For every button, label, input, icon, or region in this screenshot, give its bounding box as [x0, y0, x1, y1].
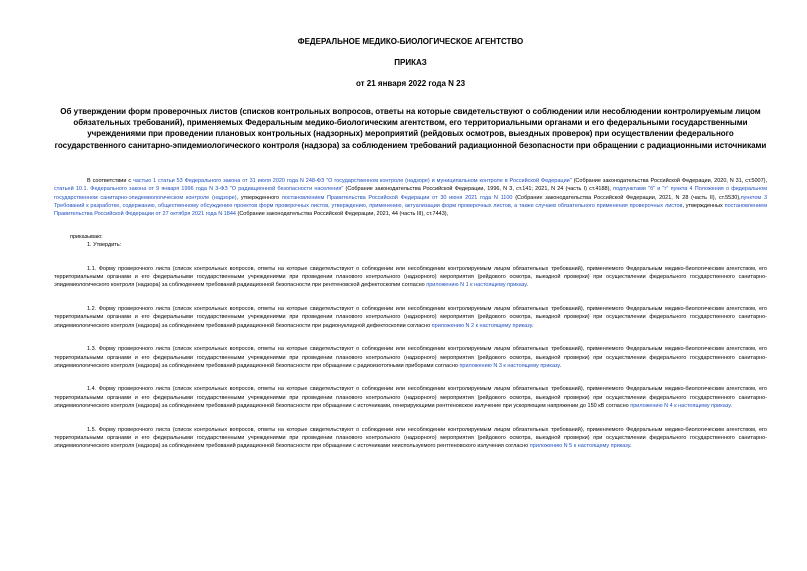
clause-text: 1.5. Форму проверочного листа (список контрольных вопросов, ответы на которые свидетельствуют о соблюдении или несоблюдении контролируемым лицом обязательных требований), применяемого Федеральным медико-биологическим агентством, его территориальными органами и его федеральными государственными учреждениями при проведении планового контрольного (надзорного) мероприятия (рейдового осмотра, выездной проверки) при осуществлении федерального государственного санитарно-эпидемиологического контроля (надзора) за соблюдением требований радиационной безопасности при обращении с источниками неиспользуемого рентгеновского излучения согласно — [54, 426, 767, 450]
clause-end: . — [531, 322, 534, 329]
preamble-paragraph — [54, 177, 767, 219]
resolution-1844-link[interactable]: постановлением Правительства Российской Федерации от 27 октября 2021 года N 1844 — [54, 203, 768, 218]
clause-item — [54, 385, 767, 410]
agency-name: ФЕДЕРАЛЬНОЕ МЕДИКО-БИОЛОГИЧЕСКОЕ АГЕНТСТВО — [297, 37, 524, 46]
requirements-clause-link[interactable]: пунктом 3 Требований к разработке, содержанию, общественному обсуждению проектов форм проверочных листов, утверждению, применению, актуализации форм проверочных листов, а также случаев обязательного применения проверочных листов — [54, 194, 768, 210]
clause-text: 1.3. Форму проверочного листа (список контрольных вопросов, ответы на которые свидетельствуют о соблюдении или несоблюдении контролируемым лицом обязательных требований), применяемого Федеральным медико-биологическим агентством, его территориальными органами и его федеральными государственными учреждениями при проведении планового контрольного (надзорного) мероприятия (рейдового осмотра, выездной проверки) при осуществлении федерального государственного санитарно-эпидемиологического контроля (надзора) за соблюдением требований радиационной безопасности при обращении с радиоизотопными приборами согласно — [54, 346, 767, 369]
preamble-text: , утвержденного — [236, 194, 282, 201]
clause-item — [54, 265, 767, 290]
document-body — [54, 177, 767, 451]
preamble-text: , утвержденных — [682, 203, 725, 210]
regulation-clause-link[interactable]: подпунктами "б" и "г" пункта 4 Положения о федеральном государственном санитарно-эпидемиологическом контроле (надзоре) — [54, 186, 767, 201]
appendix-4-link[interactable]: приложению N 4 к настоящему приказу — [630, 403, 731, 410]
law-248-link[interactable]: частью 1 статьи 53 Федерального закона от 31 июля 2020 года N 248-ФЗ "О государственном контроле (надзоре) и муниципальном контроле в Российской Федерации" — [133, 177, 572, 184]
clause-end: . — [629, 443, 632, 450]
preamble-text: (Собрание законодательства Российской Федерации, 1996, N 3, ст.141; 2021, N 24 (часть I) ст.4188), — [343, 186, 614, 193]
preamble-text: (Собрание законодательства Российской Федерации, 2020, N 31, ст.5007), — [571, 177, 768, 184]
appendix-5-link[interactable]: приложению N 5 к настоящему приказу — [529, 443, 630, 450]
document-title: Об утверждении форм проверочных листов (списков контрольных вопросов, ответы на которые свидетельствуют о соблюдении или несоблюдении контролируемым лицом обязательных требований), применяемых Федеральным медико-биологическим агентством, его территориальными органами и его федеральными государственными учреждениями при проведении плановых контрольных (надзорных) мероприятий (рейдовых осмотров, выездных проверок) при осуществлении федерального государственного санитарно-эпидемиологического контроля (надзора) за соблюдением требований радиационной безопасности при обращении с радиационными источниками — [54, 107, 767, 150]
preamble-text: В соответствии с — [87, 177, 133, 184]
clause-item — [54, 305, 767, 330]
appendix-1-link[interactable]: приложению N 1 к настоящему приказу — [426, 282, 527, 289]
clause-item — [54, 426, 767, 451]
preamble-text: (Собрание законодательства Российской Федерации, 2021, 44 (часть III), ст.7443), — [235, 211, 449, 218]
clause-text: 1.1. Форму проверочного листа (список контрольных вопросов, ответы на которые свидетельствуют о соблюдении или несоблюдении контролируемым лицом обязательных требований), применяемого Федеральным медико-биологическим агентством, его территориальными органами и его федеральными государственными учреждениями при проведении планового контрольного (надзорного) мероприятия (рейдового осмотра, выездной проверки) при осуществлении федерального государственного санитарно-эпидемиологического контроля (надзора) за соблюдением требований радиационной безопасности при рентгеновской дефектоскопии согласно — [54, 265, 767, 289]
appendix-3-link[interactable]: приложению N 3 к настоящему приказу — [459, 362, 560, 369]
clause-end: . — [559, 362, 562, 369]
resolution-1100-link[interactable]: постановлением Правительства Российской Федерации от 30 июня 2021 года N 1100 — [281, 194, 513, 201]
clause-text: 1.4. Форму проверочного листа (список контрольных вопросов, ответы на которые свидетельствуют о соблюдении или несоблюдении контролируемым лицом обязательных требований), применяемого Федеральным медико-биологическим агентством, его территориальными органами и его федеральными государственными учреждениями при проведении планового контрольного (надзорного) мероприятия (рейдового осмотра, выездной проверки) при осуществлении федерального государственного санитарно-эпидемиологического контроля (надзора) за соблюдением требований радиационной безопасности при обращении с источниками, генерирующими рентгеновское излучение при ускоряющем напряжении до 150 кВ согласно — [54, 386, 767, 410]
order-word: приказываю: — [70, 233, 103, 240]
clause-end: . — [526, 282, 528, 289]
document-type: ПРИКАЗ — [394, 58, 427, 67]
document-date: от 21 января 2022 года N 23 — [355, 79, 466, 88]
approve-clause: 1. Утвердить: — [87, 242, 122, 249]
clause-text: 1.2. Форму проверочного листа (список контрольных вопросов, ответы на которые свидетельствуют о соблюдении или несоблюдении контролируемым лицом обязательных требований), применяемого Федеральным медико-биологическим агентством, его территориальными органами и его федеральными государственными учреждениями при проведении планового контрольного (надзорного) мероприятия (рейдового осмотра, выездной проверки) при осуществлении федерального государственного санитарно-эпидемиологического контроля (надзора) за соблюдением требований радиационной безопасности при радионуклидной дефектоскопии согласно — [54, 305, 767, 329]
law-3-link[interactable]: статьей 10.1. Федерального закона от 9 января 1996 года N 3-ФЗ "О радиационной безопасности населения" — [54, 186, 344, 193]
preamble-text: (Собрание законодательства Российской Федерации, 2021, N 28 (часть II), ст.5530), — [512, 194, 741, 201]
appendix-2-link[interactable]: приложению N 2 к настоящему приказу — [431, 322, 532, 329]
clause-item — [54, 345, 767, 370]
clause-end: . — [730, 403, 732, 410]
